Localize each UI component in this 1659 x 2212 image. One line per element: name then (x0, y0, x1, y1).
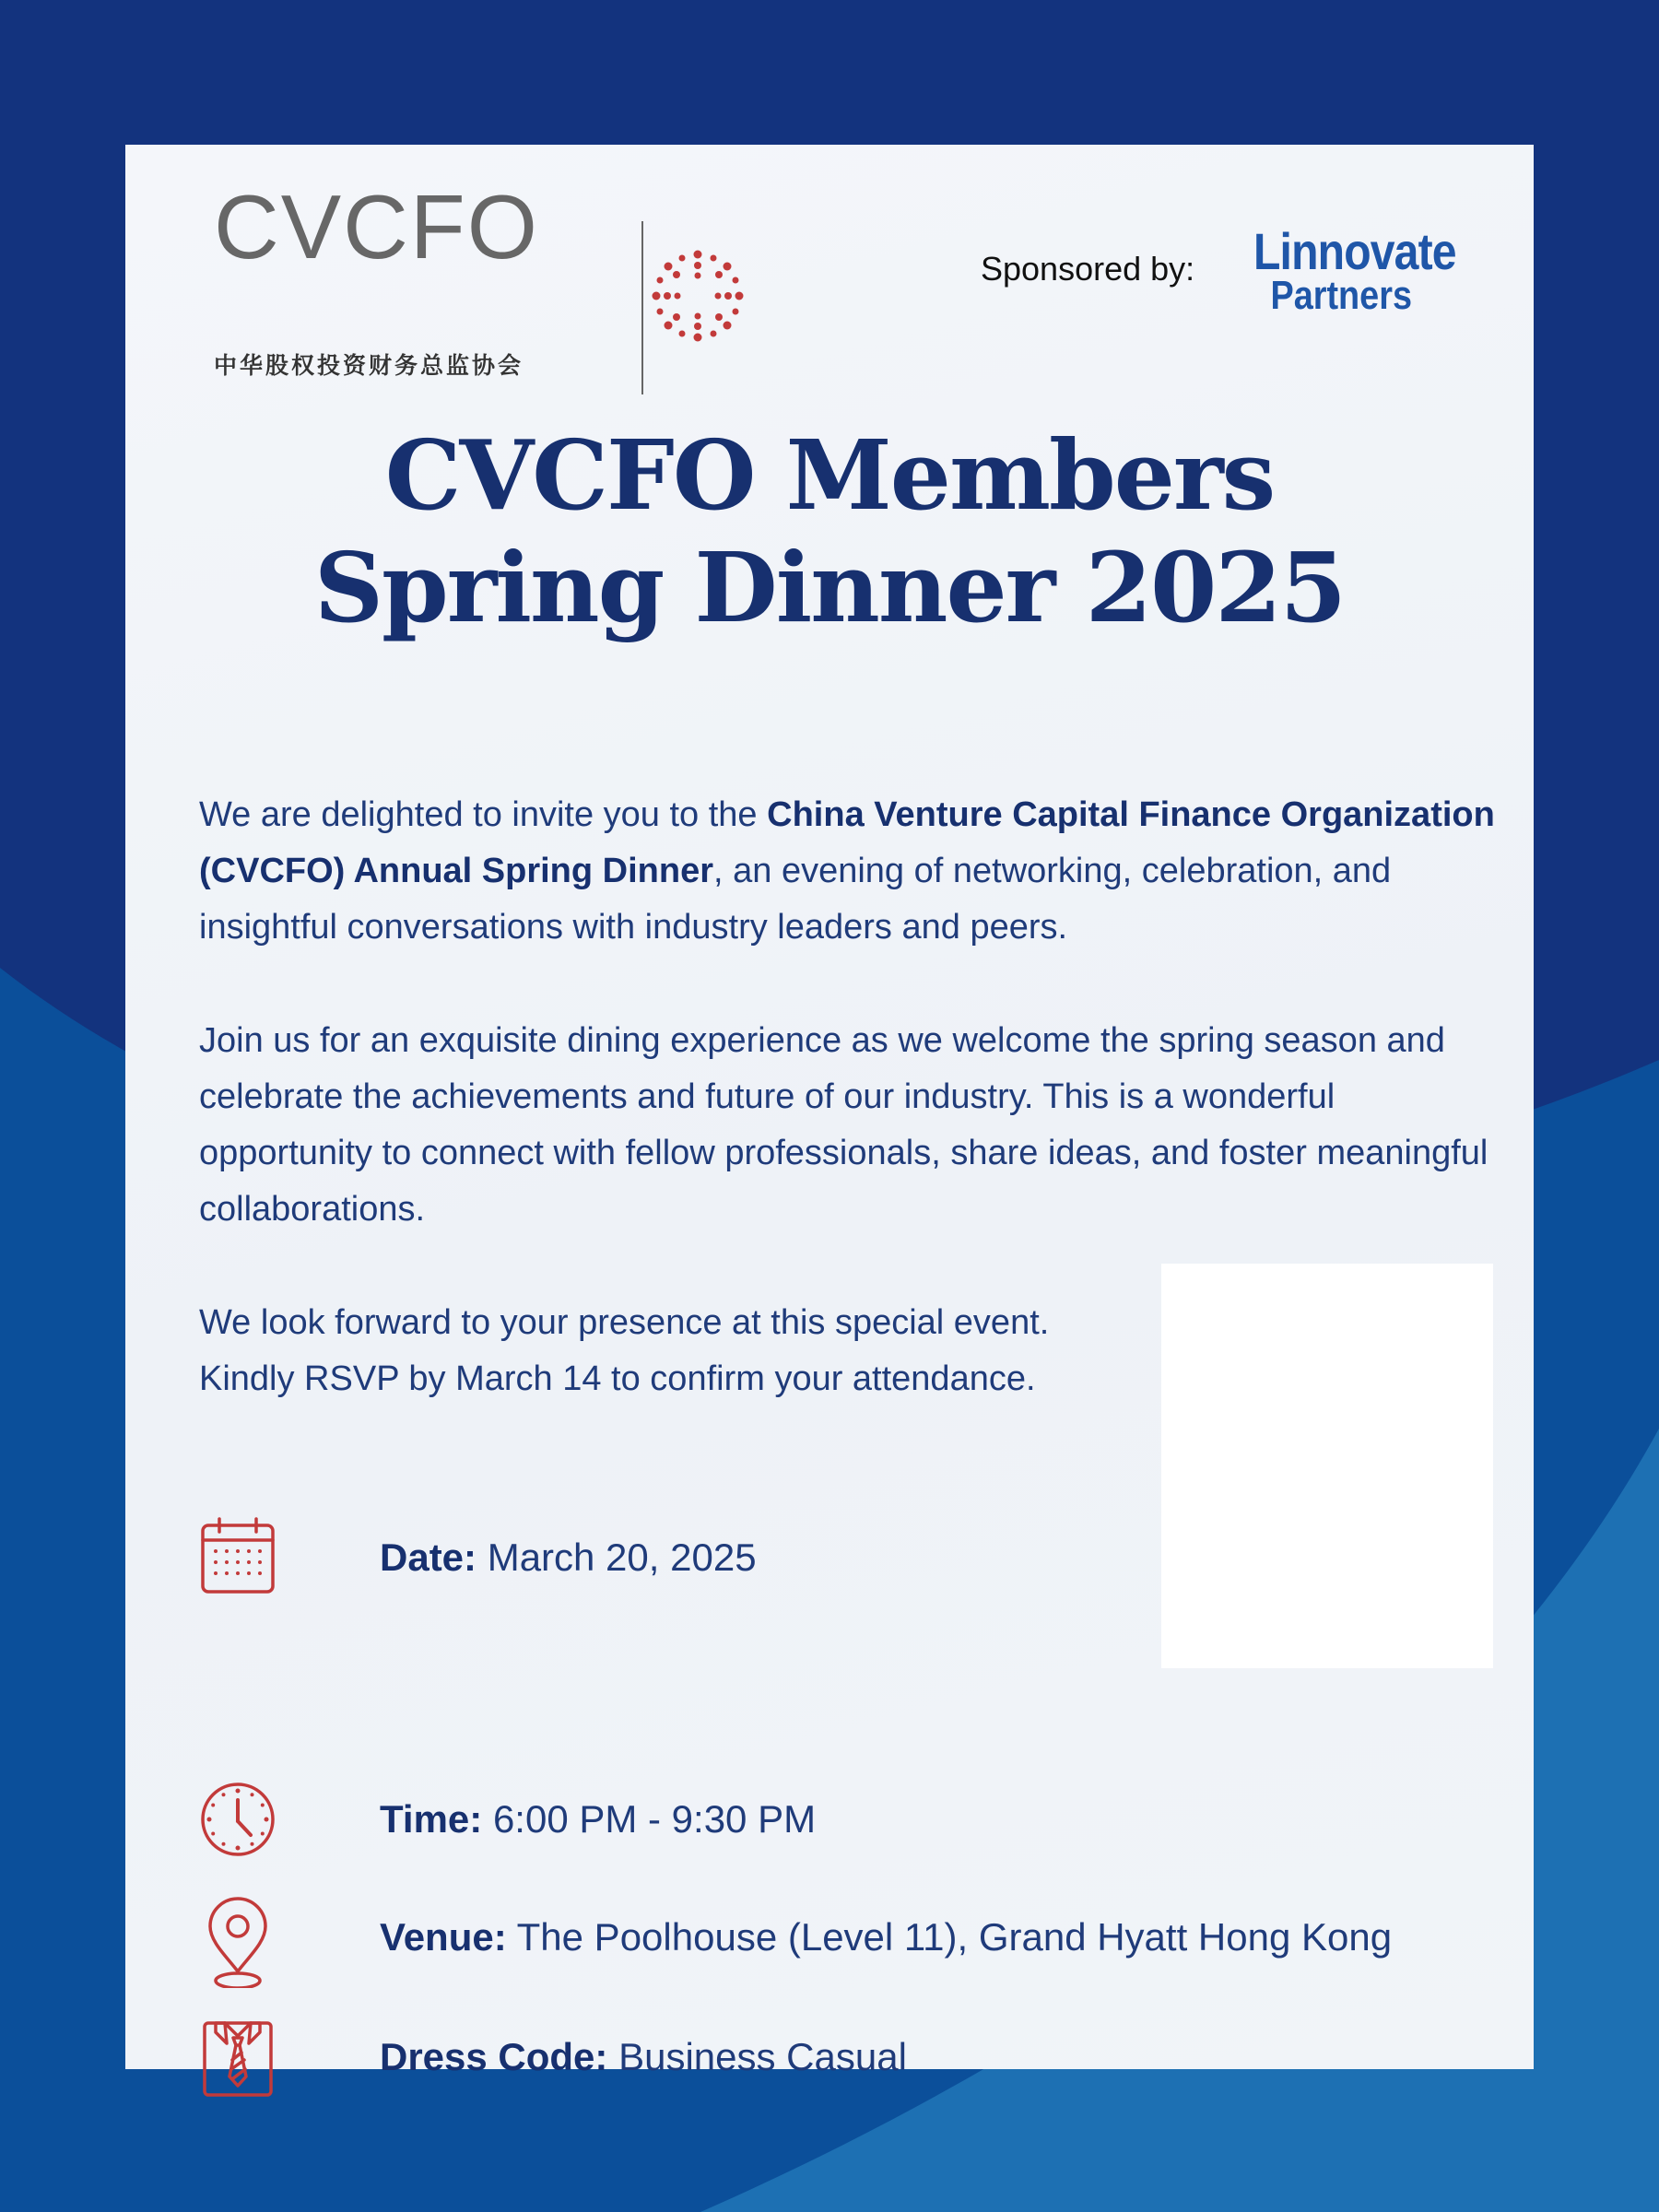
event-title-line1: CVCFO Members (384, 418, 1275, 532)
time-label: Time: (380, 1797, 483, 1841)
detail-time (199, 1778, 1489, 1861)
detail-dress-code (199, 2016, 1489, 2099)
sponsor-logo (1228, 222, 1456, 318)
cvcfo-logo (214, 176, 693, 379)
logo-chinese-subtitle: 中华股权投资财务总监协会 (214, 352, 524, 379)
clock-icon (199, 1778, 276, 1861)
invitation-card (125, 145, 1534, 2078)
detail-date (199, 1516, 1489, 1599)
date-label: Date: (380, 1535, 477, 1579)
detail-venue-text (380, 1896, 1392, 1979)
date-value: March 20, 2025 (487, 1535, 757, 1579)
sponsor-name-line1: Linnovate (1253, 222, 1456, 280)
intro-text: We are delighted to invite you to the (199, 795, 768, 834)
sponsor-label: Sponsored by: (981, 250, 1195, 288)
blank-image-placeholder (1161, 1264, 1493, 1668)
detail-dress-code-text (380, 2016, 907, 2099)
rsvp-line-2: Kindly RSVP by March 14 to confirm your attendance. (199, 1359, 1036, 1398)
shirt-tie-icon (199, 2016, 276, 2099)
dress-code-value: Business Casual (618, 2035, 907, 2078)
location-pin-icon (199, 1887, 276, 1988)
intro-paragraph-1 (199, 787, 1508, 956)
organization-name: China Venture Capital Finance Organization (CVCFO) Annual Spring Dinner (199, 795, 1495, 890)
detail-venue (199, 1896, 1489, 1979)
rsvp-line-1: We look forward to your presence at this special event. (199, 1303, 1050, 1342)
dress-code-label: Dress Code: (380, 2035, 608, 2078)
detail-date-text (380, 1516, 757, 1599)
logo-burst-icon (650, 248, 746, 344)
calendar-icon (199, 1516, 276, 1599)
venue-label: Venue: (380, 1915, 507, 1959)
detail-time-text (380, 1778, 816, 1861)
event-title-line2: Spring Dinner 2025 (313, 531, 1346, 644)
logo-divider (641, 221, 643, 394)
intro-paragraph-2: Join us for an exquisite dining experience as we welcome the spring season and celebrate the achievements and future of our industry. This is a wonderful opportunity to connect with fellow professionals, share ideas, and foster meaningful collaborations. (199, 1021, 1488, 1229)
logo-wordmark: CVCFO (214, 176, 539, 277)
venue-value: The Poolhouse (Level 11), Grand Hyatt Hong Kong (516, 1915, 1393, 1959)
event-title (125, 419, 1534, 644)
sponsor-name-line2: Partners (1270, 273, 1412, 318)
intro-text-continued: , an evening of networking, celebration, and insightful conversations with industry leaders and peers. (199, 852, 1392, 947)
time-value: 6:00 PM - 9:30 PM (492, 1797, 817, 1841)
